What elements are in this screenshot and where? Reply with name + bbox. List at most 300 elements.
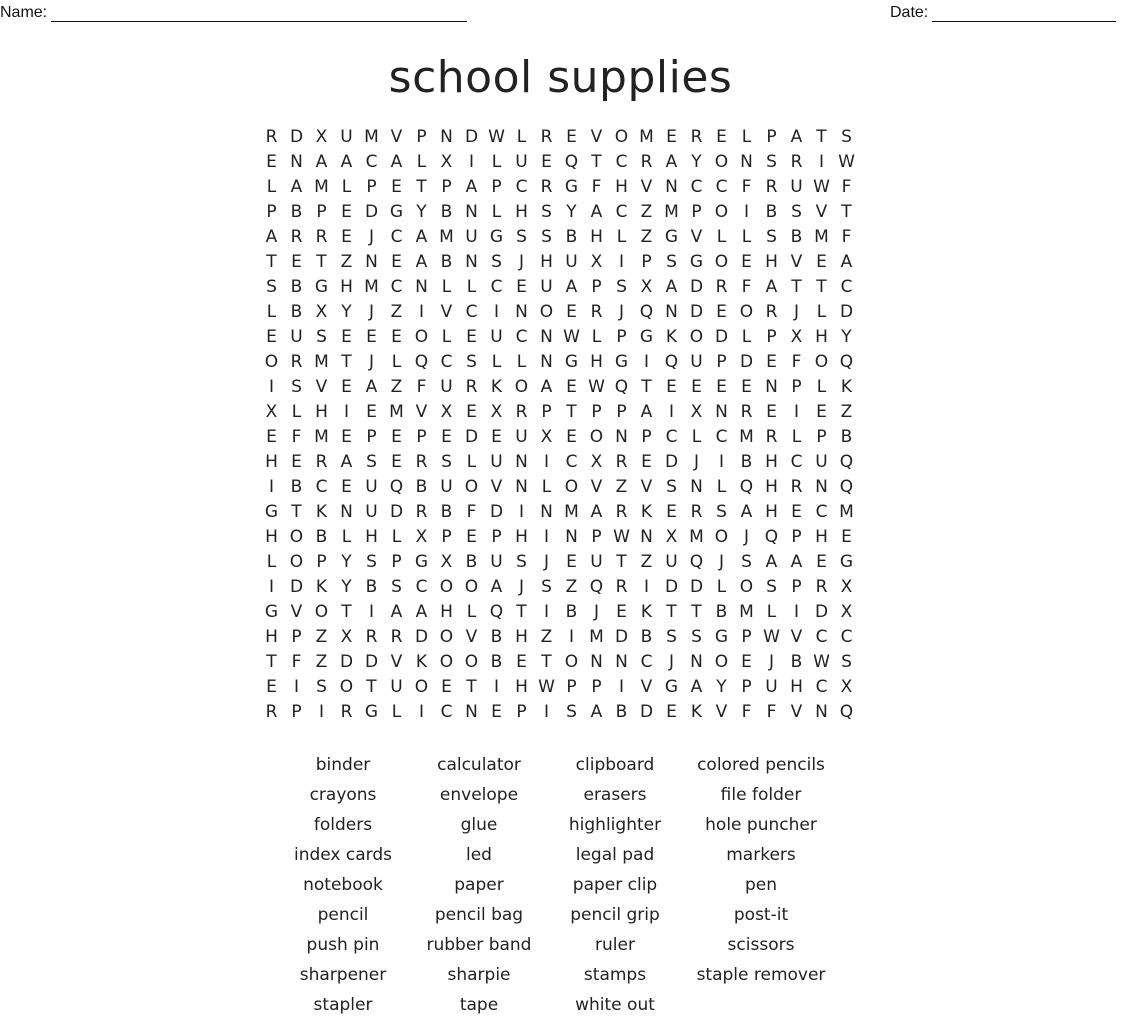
- grid-letter[interactable]: E: [366, 326, 377, 347]
- grid-letter[interactable]: R: [290, 226, 303, 247]
- name-field[interactable]: [0, 4, 467, 22]
- grid-letter[interactable]: U: [440, 476, 453, 497]
- grid-letter[interactable]: X: [415, 526, 428, 547]
- grid-letter[interactable]: E: [666, 126, 677, 147]
- grid-letter[interactable]: S: [616, 276, 627, 297]
- grid-letter[interactable]: T: [841, 201, 852, 222]
- grid-letter[interactable]: D: [714, 326, 729, 347]
- grid-letter[interactable]: B: [715, 601, 728, 622]
- grid-letter[interactable]: I: [643, 576, 649, 597]
- grid-letter[interactable]: D: [839, 301, 854, 322]
- grid-letter[interactable]: O: [439, 576, 454, 597]
- grid-letter[interactable]: G: [264, 501, 279, 522]
- grid-letter[interactable]: Q: [564, 151, 579, 172]
- grid-letter[interactable]: V: [390, 651, 403, 672]
- grid-letter[interactable]: L: [741, 226, 752, 247]
- grid-letter[interactable]: M: [739, 426, 754, 447]
- grid-letter[interactable]: O: [264, 351, 279, 372]
- grid-letter[interactable]: X: [840, 676, 853, 697]
- grid-letter[interactable]: Z: [840, 401, 853, 422]
- grid-letter[interactable]: N: [740, 151, 753, 172]
- grid-letter[interactable]: Y: [716, 676, 727, 697]
- grid-letter[interactable]: N: [465, 201, 478, 222]
- grid-letter[interactable]: D: [689, 276, 704, 297]
- grid-letter[interactable]: P: [366, 426, 377, 447]
- grid-letter[interactable]: R: [415, 451, 428, 472]
- grid-letter[interactable]: J: [618, 301, 624, 322]
- grid-letter[interactable]: E: [666, 376, 677, 397]
- grid-letter[interactable]: E: [666, 701, 677, 722]
- grid-letter[interactable]: J: [543, 551, 549, 572]
- grid-letter[interactable]: S: [716, 501, 727, 522]
- grid-letter[interactable]: E: [291, 251, 302, 272]
- grid-letter[interactable]: J: [368, 301, 374, 322]
- grid-letter[interactable]: V: [815, 201, 828, 222]
- grid-letter[interactable]: G: [614, 351, 629, 372]
- grid-letter[interactable]: E: [766, 351, 777, 372]
- grid-letter[interactable]: H: [815, 326, 828, 347]
- grid-letter[interactable]: T: [341, 601, 352, 622]
- grid-letter[interactable]: X: [265, 401, 278, 422]
- grid-letter[interactable]: R: [765, 301, 778, 322]
- grid-letter[interactable]: T: [366, 676, 377, 697]
- grid-letter[interactable]: R: [340, 701, 353, 722]
- grid-letter[interactable]: G: [389, 201, 404, 222]
- grid-letter[interactable]: I: [343, 401, 349, 422]
- grid-letter[interactable]: T: [591, 151, 602, 172]
- grid-letter[interactable]: R: [540, 176, 553, 197]
- grid-letter[interactable]: P: [791, 376, 802, 397]
- grid-letter[interactable]: A: [490, 576, 503, 597]
- grid-letter[interactable]: I: [568, 626, 574, 647]
- grid-letter[interactable]: D: [639, 701, 654, 722]
- grid-letter[interactable]: L: [266, 551, 277, 572]
- grid-letter[interactable]: L: [441, 326, 452, 347]
- grid-letter[interactable]: E: [516, 276, 527, 297]
- grid-letter[interactable]: W: [588, 376, 605, 397]
- grid-letter[interactable]: F: [466, 501, 477, 522]
- grid-letter[interactable]: A: [540, 376, 553, 397]
- grid-letter[interactable]: S: [766, 151, 777, 172]
- grid-letter[interactable]: S: [291, 376, 302, 397]
- grid-letter[interactable]: L: [391, 701, 402, 722]
- grid-letter[interactable]: E: [466, 401, 477, 422]
- grid-letter[interactable]: S: [316, 676, 327, 697]
- grid-letter[interactable]: Y: [341, 551, 352, 572]
- grid-letter[interactable]: V: [640, 676, 653, 697]
- grid-letter[interactable]: X: [840, 576, 853, 597]
- grid-letter[interactable]: G: [689, 251, 704, 272]
- grid-letter[interactable]: S: [541, 226, 552, 247]
- grid-letter[interactable]: C: [565, 451, 578, 472]
- grid-letter[interactable]: Z: [315, 626, 328, 647]
- grid-letter[interactable]: N: [615, 651, 628, 672]
- grid-letter[interactable]: S: [366, 551, 377, 572]
- grid-letter[interactable]: T: [266, 651, 277, 672]
- grid-letter[interactable]: C: [715, 176, 728, 197]
- grid-letter[interactable]: J: [518, 251, 524, 272]
- grid-letter[interactable]: I: [418, 301, 424, 322]
- grid-letter[interactable]: E: [566, 301, 577, 322]
- grid-letter[interactable]: Z: [615, 476, 628, 497]
- grid-letter[interactable]: A: [340, 451, 353, 472]
- grid-letter[interactable]: Y: [566, 201, 577, 222]
- grid-letter[interactable]: L: [466, 276, 477, 297]
- grid-letter[interactable]: K: [415, 651, 428, 672]
- grid-letter[interactable]: J: [593, 601, 599, 622]
- grid-letter[interactable]: F: [741, 701, 752, 722]
- grid-letter[interactable]: F: [841, 176, 852, 197]
- grid-letter[interactable]: Q: [839, 451, 854, 472]
- grid-letter[interactable]: I: [493, 301, 499, 322]
- grid-letter[interactable]: V: [490, 476, 503, 497]
- grid-letter[interactable]: C: [715, 426, 728, 447]
- grid-letter[interactable]: L: [491, 151, 502, 172]
- grid-letter[interactable]: O: [464, 576, 479, 597]
- grid-letter[interactable]: P: [641, 426, 652, 447]
- grid-letter[interactable]: U: [440, 376, 453, 397]
- grid-letter[interactable]: P: [416, 126, 427, 147]
- grid-letter[interactable]: H: [615, 176, 628, 197]
- grid-letter[interactable]: U: [390, 676, 403, 697]
- grid-letter[interactable]: L: [516, 126, 527, 147]
- grid-letter[interactable]: J: [793, 301, 799, 322]
- grid-letter[interactable]: L: [291, 401, 302, 422]
- grid-letter[interactable]: O: [739, 576, 754, 597]
- grid-letter[interactable]: A: [765, 551, 778, 572]
- grid-letter[interactable]: Q: [639, 301, 654, 322]
- grid-letter[interactable]: A: [590, 501, 603, 522]
- grid-letter[interactable]: J: [368, 351, 374, 372]
- grid-letter[interactable]: C: [515, 176, 528, 197]
- grid-letter[interactable]: B: [565, 601, 578, 622]
- grid-letter[interactable]: D: [664, 451, 679, 472]
- grid-letter[interactable]: E: [341, 476, 352, 497]
- grid-letter[interactable]: I: [293, 676, 299, 697]
- grid-letter[interactable]: C: [490, 276, 503, 297]
- grid-letter[interactable]: A: [790, 126, 803, 147]
- grid-letter[interactable]: E: [341, 426, 352, 447]
- grid-letter[interactable]: G: [489, 226, 504, 247]
- grid-letter[interactable]: B: [465, 551, 478, 572]
- grid-letter[interactable]: V: [440, 301, 453, 322]
- grid-letter[interactable]: L: [266, 176, 277, 197]
- grid-letter[interactable]: E: [341, 201, 352, 222]
- grid-letter[interactable]: T: [641, 376, 652, 397]
- grid-letter[interactable]: S: [666, 251, 677, 272]
- grid-letter[interactable]: C: [815, 676, 828, 697]
- grid-letter[interactable]: L: [541, 476, 552, 497]
- grid-letter[interactable]: P: [616, 326, 627, 347]
- grid-letter[interactable]: T: [466, 676, 477, 697]
- grid-letter[interactable]: H: [440, 601, 453, 622]
- grid-letter[interactable]: P: [541, 401, 552, 422]
- grid-letter[interactable]: H: [265, 626, 278, 647]
- grid-letter[interactable]: E: [666, 501, 677, 522]
- grid-letter[interactable]: P: [591, 401, 602, 422]
- grid-letter[interactable]: E: [616, 601, 627, 622]
- grid-letter[interactable]: Q: [839, 351, 854, 372]
- grid-letter[interactable]: S: [841, 126, 852, 147]
- grid-letter[interactable]: G: [664, 226, 679, 247]
- grid-letter[interactable]: L: [466, 451, 477, 472]
- date-blank-line[interactable]: [932, 5, 1116, 22]
- grid-letter[interactable]: F: [841, 226, 852, 247]
- grid-letter[interactable]: H: [590, 226, 603, 247]
- grid-letter[interactable]: T: [316, 251, 327, 272]
- grid-letter[interactable]: I: [818, 151, 824, 172]
- grid-letter[interactable]: K: [490, 376, 503, 397]
- grid-letter[interactable]: O: [514, 376, 529, 397]
- grid-letter[interactable]: T: [291, 501, 302, 522]
- grid-letter[interactable]: F: [591, 176, 602, 197]
- grid-letter[interactable]: A: [415, 251, 428, 272]
- grid-letter[interactable]: Q: [664, 351, 679, 372]
- grid-letter[interactable]: B: [615, 701, 628, 722]
- grid-letter[interactable]: C: [815, 626, 828, 647]
- grid-letter[interactable]: S: [466, 351, 477, 372]
- grid-letter[interactable]: D: [339, 651, 354, 672]
- grid-letter[interactable]: I: [268, 476, 274, 497]
- grid-letter[interactable]: B: [790, 226, 803, 247]
- grid-letter[interactable]: B: [490, 626, 503, 647]
- grid-letter[interactable]: W: [763, 626, 780, 647]
- grid-letter[interactable]: Z: [390, 301, 403, 322]
- grid-letter[interactable]: N: [465, 701, 478, 722]
- grid-letter[interactable]: O: [714, 526, 729, 547]
- grid-letter[interactable]: T: [341, 351, 352, 372]
- grid-letter[interactable]: C: [390, 276, 403, 297]
- grid-letter[interactable]: L: [391, 526, 402, 547]
- grid-letter[interactable]: I: [793, 401, 799, 422]
- grid-letter[interactable]: C: [690, 176, 703, 197]
- grid-letter[interactable]: O: [464, 651, 479, 672]
- grid-letter[interactable]: C: [840, 276, 853, 297]
- grid-letter[interactable]: E: [791, 501, 802, 522]
- grid-letter[interactable]: R: [315, 226, 328, 247]
- grid-letter[interactable]: N: [690, 651, 703, 672]
- grid-letter[interactable]: T: [541, 651, 552, 672]
- grid-letter[interactable]: B: [640, 626, 653, 647]
- grid-letter[interactable]: B: [440, 251, 453, 272]
- grid-letter[interactable]: R: [790, 476, 803, 497]
- grid-letter[interactable]: S: [516, 551, 527, 572]
- grid-letter[interactable]: V: [790, 251, 803, 272]
- grid-letter[interactable]: D: [814, 601, 829, 622]
- grid-letter[interactable]: N: [665, 176, 678, 197]
- grid-letter[interactable]: I: [668, 401, 674, 422]
- grid-letter[interactable]: Y: [691, 151, 702, 172]
- grid-letter[interactable]: R: [290, 351, 303, 372]
- grid-letter[interactable]: S: [541, 201, 552, 222]
- grid-letter[interactable]: T: [791, 276, 802, 297]
- grid-letter[interactable]: S: [316, 326, 327, 347]
- grid-letter[interactable]: L: [741, 326, 752, 347]
- grid-letter[interactable]: E: [266, 151, 277, 172]
- grid-letter[interactable]: U: [365, 501, 378, 522]
- grid-letter[interactable]: X: [790, 326, 803, 347]
- grid-letter[interactable]: I: [718, 451, 724, 472]
- grid-letter[interactable]: O: [564, 476, 579, 497]
- grid-letter[interactable]: R: [465, 376, 478, 397]
- grid-letter[interactable]: F: [291, 651, 302, 672]
- grid-letter[interactable]: O: [564, 651, 579, 672]
- grid-letter[interactable]: U: [515, 151, 528, 172]
- grid-letter[interactable]: D: [464, 126, 479, 147]
- grid-letter[interactable]: M: [689, 526, 704, 547]
- grid-letter[interactable]: C: [615, 201, 628, 222]
- grid-letter[interactable]: B: [765, 201, 778, 222]
- grid-letter[interactable]: U: [665, 551, 678, 572]
- grid-letter[interactable]: B: [290, 476, 303, 497]
- grid-letter[interactable]: A: [565, 276, 578, 297]
- grid-letter[interactable]: L: [716, 476, 727, 497]
- grid-letter[interactable]: V: [640, 476, 653, 497]
- grid-letter[interactable]: V: [415, 401, 428, 422]
- grid-letter[interactable]: S: [691, 626, 702, 647]
- grid-letter[interactable]: N: [565, 526, 578, 547]
- grid-letter[interactable]: T: [566, 401, 577, 422]
- grid-letter[interactable]: L: [466, 601, 477, 622]
- grid-letter[interactable]: E: [441, 426, 452, 447]
- grid-letter[interactable]: D: [689, 301, 704, 322]
- grid-letter[interactable]: L: [591, 326, 602, 347]
- grid-letter[interactable]: S: [441, 451, 452, 472]
- grid-letter[interactable]: L: [341, 176, 352, 197]
- grid-letter[interactable]: L: [791, 426, 802, 447]
- grid-letter[interactable]: E: [841, 526, 852, 547]
- grid-letter[interactable]: C: [415, 576, 428, 597]
- grid-letter[interactable]: K: [690, 701, 703, 722]
- grid-letter[interactable]: A: [340, 151, 353, 172]
- grid-letter[interactable]: X: [490, 401, 503, 422]
- grid-letter[interactable]: Q: [839, 476, 854, 497]
- grid-letter[interactable]: J: [718, 551, 724, 572]
- grid-letter[interactable]: N: [540, 326, 553, 347]
- grid-letter[interactable]: P: [316, 551, 327, 572]
- grid-letter[interactable]: C: [640, 651, 653, 672]
- grid-letter[interactable]: E: [341, 376, 352, 397]
- grid-letter[interactable]: E: [266, 426, 277, 447]
- grid-letter[interactable]: N: [415, 276, 428, 297]
- grid-letter[interactable]: Q: [389, 476, 404, 497]
- grid-letter[interactable]: O: [289, 526, 304, 547]
- grid-letter[interactable]: K: [840, 376, 853, 397]
- grid-letter[interactable]: I: [268, 376, 274, 397]
- grid-letter[interactable]: G: [364, 701, 379, 722]
- grid-letter[interactable]: J: [768, 651, 774, 672]
- grid-letter[interactable]: E: [366, 401, 377, 422]
- grid-letter[interactable]: H: [765, 501, 778, 522]
- grid-letter[interactable]: U: [365, 476, 378, 497]
- grid-letter[interactable]: J: [518, 576, 524, 597]
- grid-letter[interactable]: E: [766, 401, 777, 422]
- grid-letter[interactable]: V: [790, 701, 803, 722]
- grid-letter[interactable]: Z: [540, 626, 553, 647]
- grid-letter[interactable]: U: [540, 276, 553, 297]
- grid-letter[interactable]: A: [840, 251, 853, 272]
- grid-letter[interactable]: O: [714, 251, 729, 272]
- grid-letter[interactable]: A: [265, 226, 278, 247]
- grid-letter[interactable]: G: [839, 551, 854, 572]
- grid-letter[interactable]: M: [389, 401, 404, 422]
- grid-letter[interactable]: U: [490, 326, 503, 347]
- grid-letter[interactable]: N: [815, 701, 828, 722]
- grid-letter[interactable]: N: [665, 301, 678, 322]
- grid-letter[interactable]: P: [366, 176, 377, 197]
- grid-letter[interactable]: L: [491, 201, 502, 222]
- grid-letter[interactable]: B: [490, 651, 503, 672]
- grid-letter[interactable]: N: [715, 401, 728, 422]
- grid-letter[interactable]: E: [441, 676, 452, 697]
- grid-letter[interactable]: R: [615, 501, 628, 522]
- grid-letter[interactable]: R: [315, 451, 328, 472]
- grid-letter[interactable]: C: [465, 301, 478, 322]
- grid-letter[interactable]: S: [766, 576, 777, 597]
- grid-letter[interactable]: X: [440, 401, 453, 422]
- grid-letter[interactable]: C: [840, 626, 853, 647]
- grid-letter[interactable]: N: [615, 426, 628, 447]
- grid-letter[interactable]: Z: [340, 251, 353, 272]
- grid-letter[interactable]: F: [766, 701, 777, 722]
- grid-letter[interactable]: M: [364, 276, 379, 297]
- grid-letter[interactable]: L: [816, 376, 827, 397]
- grid-letter[interactable]: R: [365, 626, 378, 647]
- grid-letter[interactable]: V: [590, 126, 603, 147]
- grid-letter[interactable]: M: [739, 601, 754, 622]
- grid-letter[interactable]: M: [839, 501, 854, 522]
- date-field[interactable]: [890, 4, 1116, 22]
- grid-letter[interactable]: N: [590, 651, 603, 672]
- grid-letter[interactable]: N: [690, 476, 703, 497]
- grid-letter[interactable]: L: [716, 576, 727, 597]
- grid-letter[interactable]: E: [391, 426, 402, 447]
- grid-letter[interactable]: S: [566, 701, 577, 722]
- grid-letter[interactable]: P: [441, 526, 452, 547]
- grid-letter[interactable]: E: [491, 426, 502, 447]
- grid-letter[interactable]: E: [341, 226, 352, 247]
- grid-letter[interactable]: H: [265, 451, 278, 472]
- grid-letter[interactable]: R: [415, 501, 428, 522]
- grid-letter[interactable]: E: [741, 251, 752, 272]
- grid-letter[interactable]: R: [265, 701, 278, 722]
- grid-letter[interactable]: V: [290, 601, 303, 622]
- grid-letter[interactable]: P: [691, 201, 702, 222]
- grid-letter[interactable]: L: [416, 151, 427, 172]
- grid-letter[interactable]: P: [616, 401, 627, 422]
- grid-letter[interactable]: I: [518, 501, 524, 522]
- grid-letter[interactable]: R: [790, 151, 803, 172]
- grid-letter[interactable]: L: [516, 351, 527, 372]
- grid-letter[interactable]: E: [741, 651, 752, 672]
- grid-letter[interactable]: M: [439, 226, 454, 247]
- grid-letter[interactable]: S: [366, 451, 377, 472]
- grid-letter[interactable]: R: [690, 126, 703, 147]
- grid-letter[interactable]: O: [414, 676, 429, 697]
- grid-letter[interactable]: O: [289, 551, 304, 572]
- grid-letter[interactable]: C: [665, 426, 678, 447]
- grid-letter[interactable]: R: [515, 401, 528, 422]
- grid-letter[interactable]: F: [741, 276, 752, 297]
- grid-letter[interactable]: U: [490, 551, 503, 572]
- grid-letter[interactable]: P: [591, 276, 602, 297]
- grid-letter[interactable]: T: [616, 551, 627, 572]
- grid-letter[interactable]: B: [740, 451, 753, 472]
- grid-letter[interactable]: E: [266, 326, 277, 347]
- grid-letter[interactable]: S: [766, 226, 777, 247]
- grid-letter[interactable]: F: [416, 376, 427, 397]
- grid-letter[interactable]: P: [766, 326, 777, 347]
